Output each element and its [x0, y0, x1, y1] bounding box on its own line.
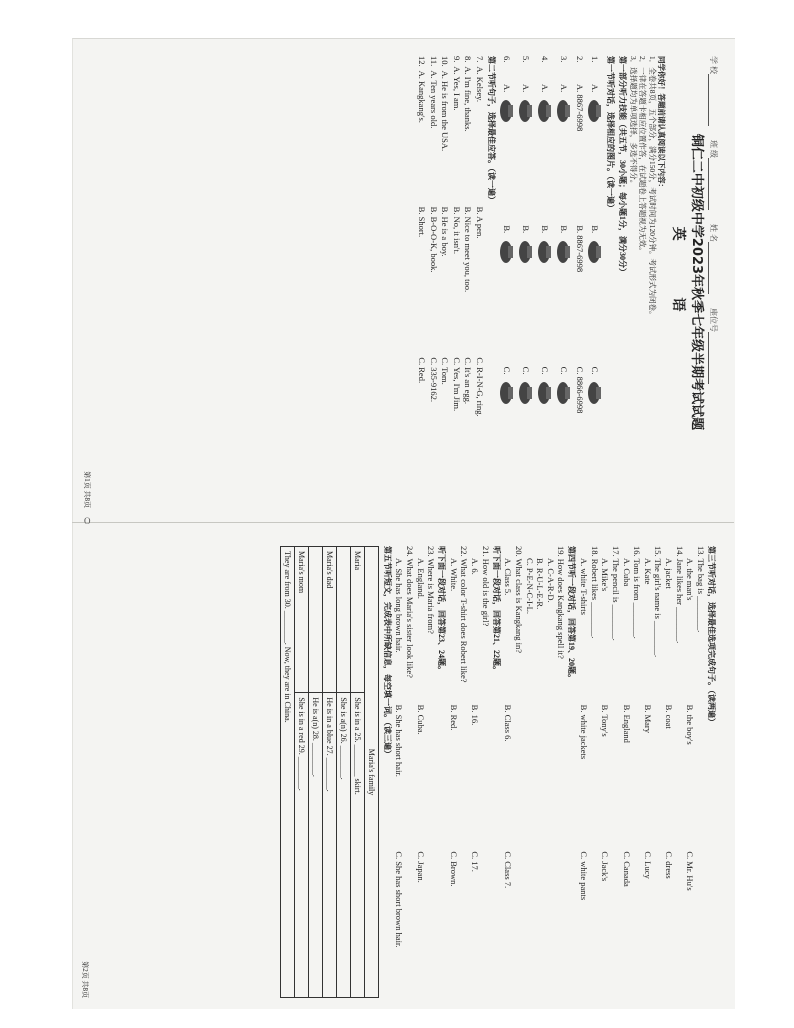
q19-option-c: C. P-E-N-C-I-L. — [524, 558, 535, 614]
option-picture-icon — [536, 237, 554, 267]
response-option-a — [451, 56, 462, 207]
option-text: B. B-O-O-K, book. — [428, 206, 439, 273]
q20-options — [503, 546, 514, 998]
picture-question — [555, 56, 573, 508]
family-table-last-row: They are from 30. ________. Now, they are in China. — [280, 547, 294, 998]
response-question — [440, 56, 451, 508]
option-picture-icon — [586, 378, 604, 408]
picture-option-b — [517, 225, 535, 366]
option-a: A. Kate — [642, 558, 653, 585]
picture-question — [586, 56, 604, 508]
page-footer-2: 第2页 共8页 — [80, 961, 89, 998]
picture-option-a — [555, 84, 573, 225]
question-21: 21. How old is the girl? — [480, 546, 491, 627]
option-picture-icon — [586, 96, 604, 126]
response-option-a — [416, 56, 427, 207]
option-label: C. — [502, 366, 513, 375]
option-picture-icon — [498, 96, 516, 126]
option-picture-icon — [498, 378, 516, 408]
response-option-b — [451, 207, 462, 358]
note-1: 1．全卷共8页，五个部分，满分150分，考试时间为120分钟。考试形式为闭卷。 — [647, 56, 657, 319]
note-2: 2．一律在答题卡相应位置作答，在试题卷上答题视为无效。 — [638, 56, 648, 255]
response-option-a — [463, 56, 474, 207]
q21-options — [470, 546, 481, 998]
question-stem: 18. Robert likes ________. — [589, 546, 600, 639]
question-stem: 16. Tom is from ________. — [632, 546, 643, 639]
family-member-cell: Maria — [350, 547, 364, 693]
school-label: 学 校 — [709, 56, 718, 74]
option-text: B. Short. — [417, 206, 427, 238]
option-text: C. Yes, I'm Jim. — [451, 357, 462, 412]
question-number: 7. — [475, 56, 486, 63]
option-label: C. — [590, 366, 601, 375]
option-label: B. — [502, 225, 513, 234]
question-options — [642, 546, 653, 998]
option-b: B. the boy's — [685, 704, 696, 745]
picture-option-c — [555, 367, 573, 508]
q22-option-c: C. Brown. — [448, 851, 459, 887]
question-number: 10. — [440, 56, 451, 67]
family-table-row — [322, 547, 336, 998]
option-text: C. Tom. — [440, 357, 451, 385]
option-label: A. — [502, 84, 513, 93]
option-c: C. dress — [664, 851, 675, 879]
q21-option-c: C. 17. — [470, 851, 481, 872]
family-member-cell — [336, 547, 350, 693]
picture-option-b — [574, 225, 585, 366]
question-stem: 15. The girl's name is ________. — [653, 546, 664, 658]
option-label: A. 8867-6998 — [574, 84, 585, 132]
picture-option-a — [574, 84, 585, 225]
question-number: 6. — [502, 56, 513, 63]
note-3: 3．选择题均为单项选择，多选不得分。 — [629, 56, 639, 188]
picture-option-b — [536, 225, 554, 366]
q23-option-b: B. Cuba. — [415, 704, 426, 735]
option-c: C. white pants — [579, 851, 590, 901]
option-b: B. England — [621, 704, 632, 743]
option-b: B. white jackets — [579, 704, 590, 760]
response-option-c — [451, 357, 462, 508]
response-questions — [416, 56, 485, 508]
family-table-title: Maria's family — [364, 547, 378, 998]
option-picture-icon — [536, 378, 554, 408]
option-text: A. I'm fine, thanks. — [463, 66, 474, 132]
option-label: C. 8866-6998 — [574, 366, 585, 414]
q22-option-a: A. White. — [448, 558, 459, 592]
section-5-heading: 听下面一段对话，回答第21、22题。 — [491, 546, 501, 674]
option-picture-icon — [586, 237, 604, 267]
option-text: A. He is from the USA. — [440, 70, 451, 152]
question-number: 4. — [540, 56, 551, 63]
student-info-header — [708, 56, 718, 508]
picture-option-b — [586, 225, 604, 366]
option-c: C. Jack's — [600, 851, 611, 882]
response-question — [475, 56, 486, 508]
question-19: 19. How does Kangkang spell it? — [556, 546, 567, 659]
response-question — [428, 56, 439, 508]
question-number: 8. — [463, 56, 474, 63]
response-option-a — [428, 56, 439, 207]
question-options — [579, 546, 590, 998]
q21-option-a: A. 6. — [470, 558, 481, 575]
exam-page-1 — [78, 56, 718, 508]
response-option-b — [463, 207, 474, 358]
response-option-a — [475, 56, 486, 207]
option-label: C. — [521, 366, 532, 375]
picture-option-b — [555, 225, 573, 366]
option-label: B. — [521, 225, 532, 234]
q24-option-a: A. She has long brown hair. — [394, 558, 405, 653]
q22-options — [448, 546, 459, 998]
question-23: 23. Where is Maria from? — [426, 546, 437, 634]
option-label: A. — [590, 84, 601, 93]
option-text: B. A pen. — [475, 206, 486, 239]
picture-option-a — [586, 84, 604, 225]
q24-option-c: C. She has short brown hair. — [394, 851, 405, 948]
option-text: C. It's an egg. — [463, 357, 474, 404]
picture-option-c — [586, 367, 604, 508]
section-2-heading: 第二节听句子，选择最佳应答。（读一遍） — [487, 56, 497, 204]
response-option-c — [416, 357, 427, 508]
option-text: A. Kangkang's. — [417, 70, 427, 123]
q23-option-a: A. England. — [415, 558, 426, 599]
picture-option-c — [574, 367, 585, 508]
response-option-a — [440, 56, 451, 207]
option-text: C. 335-9162. — [428, 357, 439, 402]
response-question — [416, 56, 427, 508]
family-info-cell: She is in a red 29. ________. — [294, 693, 308, 998]
option-label: B. — [559, 225, 570, 234]
option-label: A. — [521, 84, 532, 93]
option-picture-icon — [517, 378, 535, 408]
option-label: C. — [559, 366, 570, 375]
question-number: 2. — [574, 56, 585, 63]
option-c: C. Mr. Hu's — [685, 851, 696, 891]
q22-option-b: B. Red. — [448, 704, 459, 731]
response-option-b — [416, 207, 427, 358]
question-options — [621, 546, 632, 998]
response-option-c — [463, 357, 474, 508]
picture-question — [536, 56, 554, 508]
option-c: C. Lucy — [642, 851, 653, 879]
picture-option-c — [536, 367, 554, 508]
option-b: B. coat — [664, 704, 675, 729]
response-option-b — [428, 207, 439, 358]
option-a: A. jacket — [664, 558, 675, 589]
option-text: A. Yes, I am. — [451, 66, 462, 111]
response-option-c — [440, 357, 451, 508]
exam-page-2 — [78, 546, 718, 998]
q24-options — [394, 546, 405, 998]
notes-title: 同学你好！答题前请认真阅读以下内容： — [657, 56, 667, 191]
option-label: A. — [540, 84, 551, 93]
question-20: 20. What class is Kangkang in? — [514, 546, 524, 654]
family-table-row — [336, 547, 350, 998]
fold-mark: O — [84, 516, 91, 526]
family-member-cell — [308, 547, 322, 693]
exam-title: 铜仁二中初级中学2023年秋季七年级半期考试试题 — [689, 133, 704, 431]
page-footer: 第1页 共8页 — [82, 471, 91, 508]
question-number: 12. — [417, 56, 427, 67]
family-table — [280, 546, 379, 998]
picture-option-a — [536, 84, 554, 225]
option-text: B. Nice to meet you, too. — [463, 206, 474, 293]
section-6-heading: 听下面一段对话，回答第23、24题。 — [437, 546, 447, 674]
option-text: A. Kelsey. — [475, 66, 486, 102]
option-picture-icon — [517, 237, 535, 267]
response-option-b — [475, 207, 486, 358]
sentence-completion-questions — [579, 546, 707, 998]
response-option-c — [475, 357, 486, 508]
family-table-row — [350, 547, 364, 998]
question-options — [664, 546, 675, 998]
option-c: C. Canada — [621, 851, 632, 887]
question-24: 24. What does Maria's sister look like? — [405, 546, 415, 678]
q20-option-b: B. Class 6. — [503, 704, 514, 742]
picture-question — [498, 56, 516, 508]
option-picture-icon — [555, 237, 573, 267]
picture-option-b — [498, 225, 516, 366]
question-number: 11. — [428, 56, 439, 67]
option-text: C. R-I-N-G, ring. — [475, 357, 486, 417]
class-label: 班 级 — [709, 140, 718, 158]
q23-option-c: C. Japan. — [415, 851, 426, 883]
q21-option-b: B. 16. — [470, 704, 481, 726]
section-3-heading: 第三节听对话，选择最佳选项完成句子。（读两遍） — [707, 546, 716, 726]
family-member-cell: Maria's mom — [294, 547, 308, 693]
response-option-c — [428, 357, 439, 508]
option-picture-icon — [536, 96, 554, 126]
question-stem: 13. The bag is ________. — [696, 546, 706, 633]
response-option-b — [440, 207, 451, 358]
question-number: 9. — [451, 56, 462, 63]
q19-option-a: A. C-A-R-D. — [545, 558, 556, 603]
option-picture-icon — [555, 96, 573, 126]
family-table-row — [308, 547, 322, 998]
section-4-heading: 第四节听一段对话，回答第19、20题。 — [567, 546, 577, 682]
question-options — [685, 546, 696, 998]
seat-label: 座位号 — [709, 308, 718, 332]
q23-options — [415, 546, 426, 998]
response-question — [463, 56, 474, 508]
option-a: A. the man's — [685, 558, 696, 601]
part-1-heading: 第一部分听力技能（共五节，30小题；每小题1分，满分30分） — [617, 56, 627, 276]
picture-option-c — [498, 367, 516, 508]
option-a: A. Mike's — [600, 558, 611, 592]
family-member-cell: Maria's dad — [322, 547, 336, 693]
option-b: B. Tony's — [600, 704, 611, 737]
page-fold-line — [72, 522, 734, 523]
family-info-cell: She is a(n) 26. ________. — [336, 693, 350, 998]
picture-option-a — [498, 84, 516, 225]
q24-option-b: B. She has short hair. — [394, 704, 405, 777]
option-text: B. He is a boy. — [440, 206, 451, 257]
option-a: A. white T-shirts — [579, 558, 590, 615]
q20-option-a: A. Class 5. — [503, 558, 514, 596]
option-picture-icon — [555, 378, 573, 408]
family-info-cell: He is a(n) 28. ________. — [308, 693, 322, 998]
question-number: 1. — [590, 56, 601, 63]
question-stem: 14. Jane likes her ________. — [674, 546, 685, 644]
name-label: 姓 名 — [709, 224, 718, 242]
option-text: C. Red. — [417, 357, 427, 384]
picture-question — [517, 56, 535, 508]
option-text: B. No, it isn't. — [451, 206, 462, 255]
question-options — [600, 546, 611, 998]
option-label: B. — [540, 225, 551, 234]
family-info-cell: She is in a 25. ________ skirt. — [350, 693, 364, 998]
question-number: 5. — [521, 56, 532, 63]
option-label: C. — [540, 366, 551, 375]
option-label: B. 8867-6998 — [574, 225, 585, 273]
picture-option-c — [517, 367, 535, 508]
option-picture-icon — [517, 96, 535, 126]
exam-subject: 英 语 — [669, 226, 686, 338]
q20-option-c: C. Class 7. — [503, 851, 514, 889]
response-question — [451, 56, 462, 508]
q19-option-b: B. R-U-L-E-R. — [535, 558, 546, 610]
option-text: A. Ten years old. — [428, 70, 439, 129]
option-b: B. Mary — [642, 704, 653, 734]
option-label: B. — [590, 225, 601, 234]
family-table-row — [294, 547, 308, 998]
picture-option-a — [517, 84, 535, 225]
question-22: 22. What color T-shirt does Robert like? — [459, 546, 470, 683]
question-stem: 17. The pencil is ________. — [611, 546, 621, 641]
section-1-heading: 第一节听对话，选择相应的图片。（读一遍） — [605, 56, 615, 212]
question-number: 3. — [559, 56, 570, 63]
option-picture-icon — [498, 237, 516, 267]
section-7-heading: 第五节听短文，完成表中所缺信息，每空填一词。（读三遍） — [382, 546, 392, 758]
picture-question — [574, 56, 585, 508]
option-label: A. — [559, 84, 570, 93]
family-info-cell: He is in a blue 27. ________. — [322, 693, 336, 998]
option-a: A. Cuba — [621, 558, 632, 587]
picture-questions — [498, 56, 604, 508]
